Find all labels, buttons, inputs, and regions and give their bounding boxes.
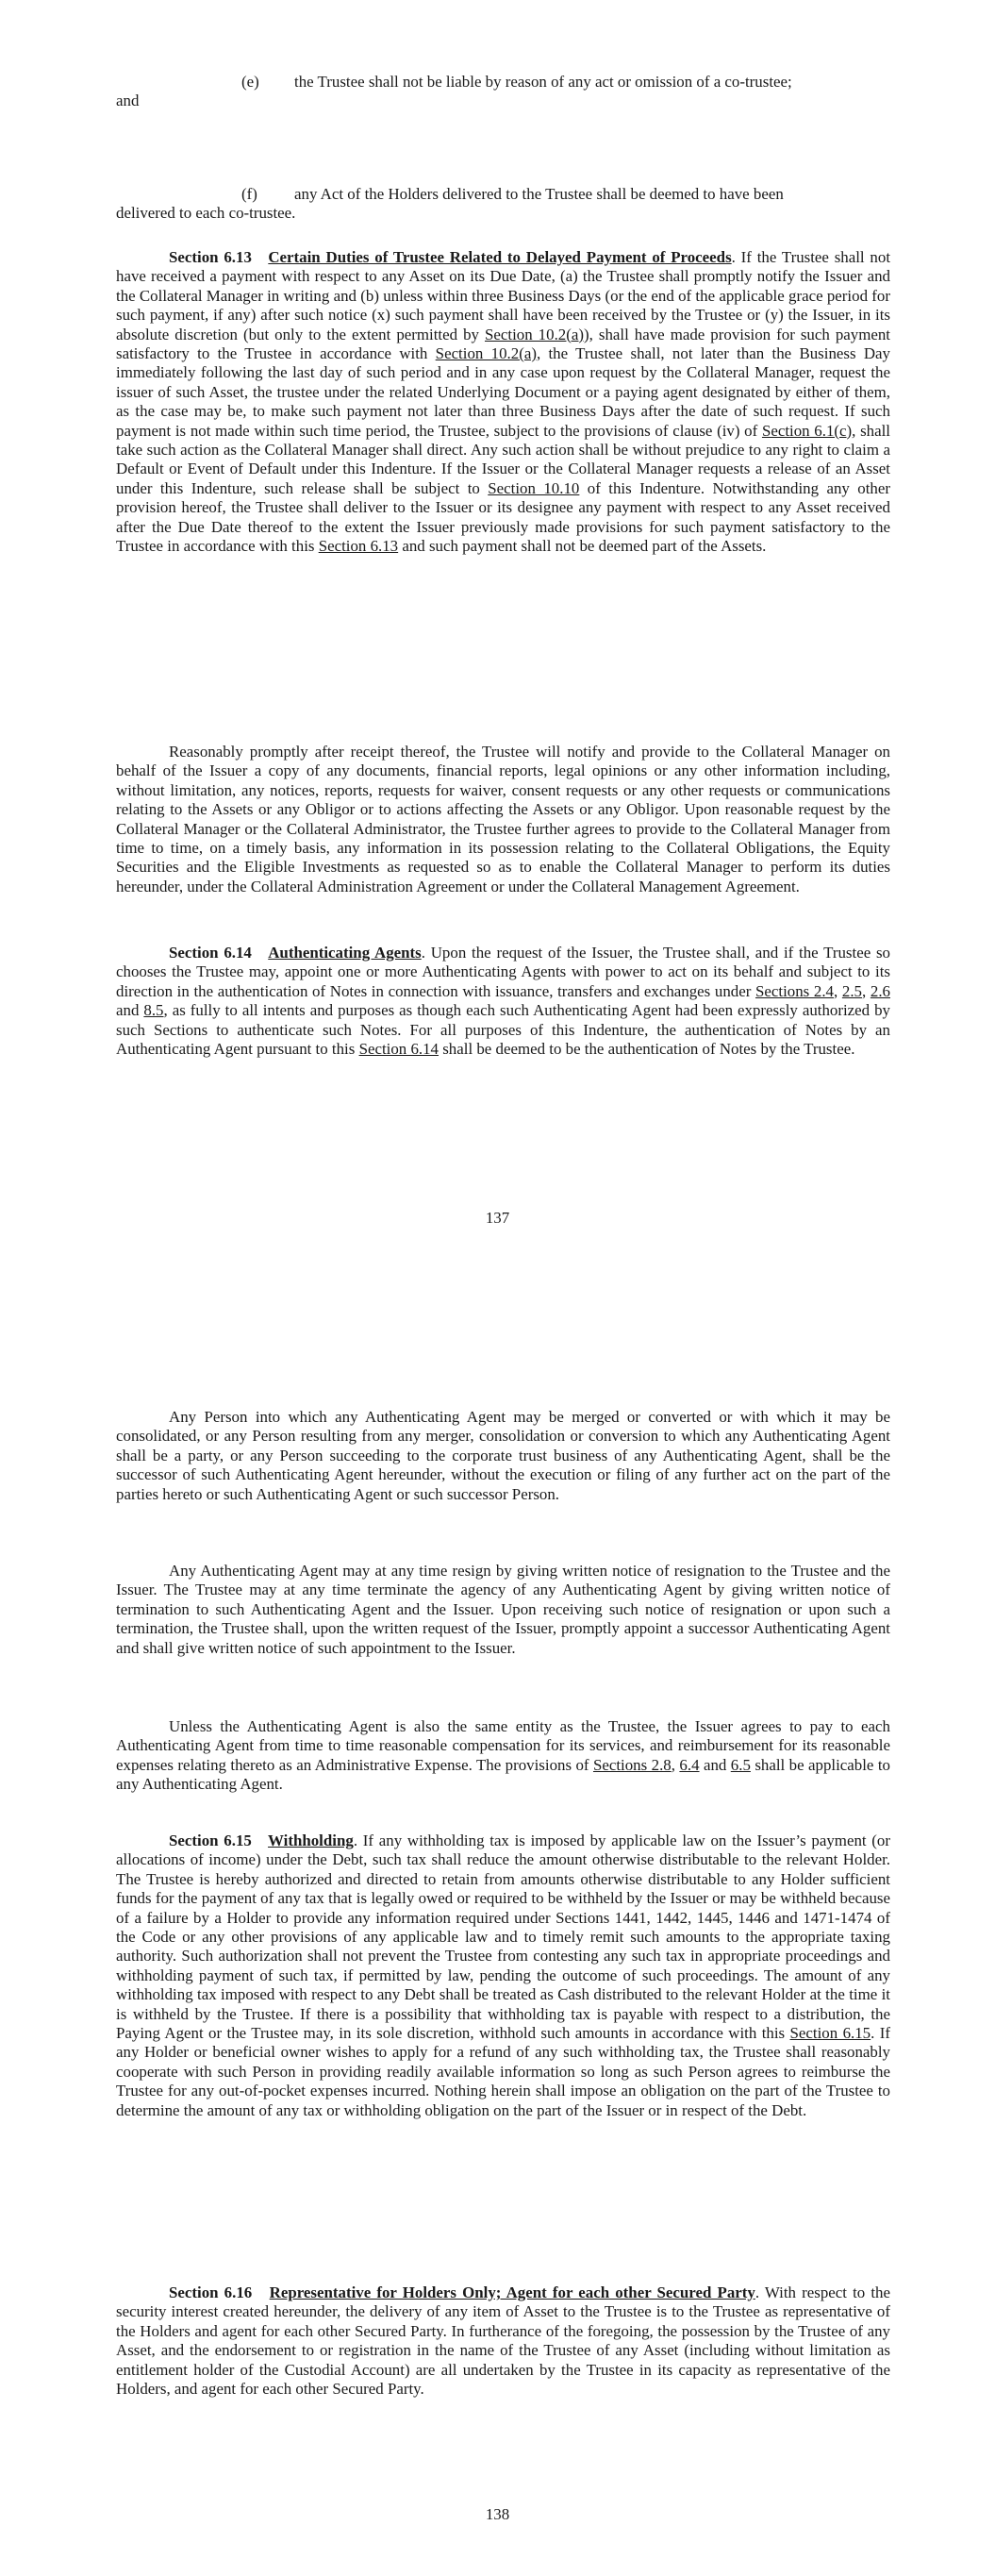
- page-number: 137: [485, 1209, 510, 1227]
- cross-reference: Section 10.10: [488, 478, 580, 497]
- body-text: . With respect to the security interest created hereunder, the delivery of any item of Asset to the Trustee is to the Trustee as representative of the Holders and agent for each other Secured Party. In furtherance of the foregoing, the possession by the Trustee of any Asset, and the endorsement to or registration in the name of the Trustee of any Asset (including without limitation as entitlement holder of the Custodial Account) are all undertaken by the Trustee in its capacity as representative of the Holders, and agent for each other Secured Party.: [116, 2283, 890, 2399]
- body-text: . If any Holder or beneficial owner wishes to apply for a refund of any such withholding tax, the Trustee shall reasonably cooperate with such Person in providing readily available information so long as such Person agrees to reimburse the Trustee for any out-of-pocket expenses incurred. Nothing herein shall impose an obligation on the part of the Trustee to determine the amount of any tax or withholding obligation on the part of the Issuer or in respect of the Debt.: [116, 2024, 891, 2119]
- cross-reference: 2.6: [870, 981, 890, 1000]
- section-heading: Representative for Holders Only; Agent for each other Secured Party: [269, 2283, 755, 2301]
- cross-reference: Sections 2.4: [755, 981, 834, 1000]
- list-item-text: the Trustee shall not be liable by reason of any act or omission of a co-trustee;: [294, 73, 792, 91]
- body-text: Reasonably promptly after receipt thereof, the Trustee will notify and provide to the Collateral Manager on behalf of the Issuer a copy of any documents, financial reports, legal opinions or any other information including, without limitation, any notices, reports, requests for waiver, consent requests or any other requests or communications relating to the Assets or any Obligor or to actions affecting the Assets or any Obligor. Upon reasonable request by the Collateral Manager or the Collateral Administrator, the Trustee further agrees to provide to the Collateral Manager from time to time, on a timely basis, any information in its possession relating to the Collateral Obligations, the Equity Securities and the Eligible Investments as requested so as to enable the Collateral Manager to perform its duties hereunder, under the Collateral Administration Agreement or under the Collateral Management Agreement.: [116, 743, 890, 895]
- body-text: shall be deemed to be the authentication of Notes by the Trustee.: [439, 1040, 855, 1059]
- merged-agent-paragraph: [116, 1408, 890, 1504]
- section-heading: Authenticating Agents: [268, 944, 422, 962]
- body-text: and: [116, 1001, 144, 1020]
- cross-reference: Section 6.13: [318, 537, 399, 556]
- cross-reference: 2.5: [841, 981, 862, 1000]
- page-138: [0, 1288, 995, 2576]
- body-text: of this Indenture. Notwithstanding any other provision hereof, the Trustee shall deliver to the Issuer or its designee any payment with respect to any Asset received after the Due Date thereof to the extent the Issuer previously made provisions for such payment satisfactory to the Trustee in accordance with this: [116, 478, 890, 556]
- body-text: ), shall have made provision for such payment satisfactory to the Trustee in accordance with: [116, 325, 890, 363]
- cross-reference: Section 6.14: [358, 1040, 439, 1059]
- body-text: and: [699, 1755, 731, 1774]
- body-text: . Upon the request of the Issuer, the Trustee shall, and if the Trustee so chooses the Trustee may, appoint one or more Authenticating Agents with power to act on its behalf and subject to its direction in the authentication of Notes in connection with issuance, transfers and exchanges under: [116, 944, 890, 1000]
- section-6-15-paragraph: [116, 1832, 890, 2120]
- page-number: 138: [485, 2505, 510, 2523]
- body-text: Any Person into which any Authenticating Agent may be merged or converted or with which it may be consolidated, or any Person resulting from any merger, consolidation or conversion to which any Authenticating Agent shall be a party, or any Person succeeding to the corporate trust business of any Authenticating Agent, shall be the successor of such Authenticating Agent hereunder, without the execution or filing of any further act on the part of the parties hereto or such Authenticating Agent or such successor Person.: [116, 1408, 890, 1503]
- compensation-paragraph: [116, 1717, 890, 1795]
- cross-reference: Sections 2.8: [592, 1755, 672, 1774]
- cross-reference: 6.4: [679, 1755, 700, 1774]
- body-text: , as fully to all intents and purposes as though each such Authenticating Agent had been expressly authorized by such Sections to authenticate such Notes. For all purposes of this Indenture, the authentication of Notes by an Authenticating Agent pursuant to this: [116, 1001, 890, 1059]
- cross-reference: 6.5: [730, 1755, 751, 1774]
- section-6-13-paragraph: [116, 248, 890, 557]
- body-text: ,: [834, 981, 842, 1000]
- cross-reference: Section 10.2(a): [485, 325, 584, 343]
- section-number: Section 6.13: [169, 248, 252, 266]
- list-marker: (f): [241, 185, 257, 203]
- list-item-e: [116, 73, 890, 111]
- section-heading: Withholding: [268, 1832, 354, 1849]
- body-text: ,: [862, 981, 871, 1000]
- section-number: Section 6.15: [169, 1832, 252, 1849]
- body-text: . If the Trustee shall not have received a payment with respect to any Asset on its Due Date, (a) the Trustee shall promptly notify the Issuer and the Collateral Manager in writing and (b) unless within three Business Days (or the end of the applicable grace period for such payment, if any) after such notice (x) such payment shall have been received by the Trustee or (y) the Issuer, in its absolute discretion (but only to the extent permitted by: [116, 248, 891, 343]
- list-item-f: [116, 185, 890, 224]
- section-6-14-paragraph: [116, 944, 890, 1059]
- cross-reference: Section 10.2(a): [435, 344, 537, 363]
- body-text: , the Trustee shall, not later than the Business Day immediately following the last day of such period and in any case upon request by the Collateral Manager, request the issuer of such Asset, the trustee under the related Underlying Document or a paying agent designated by either of them, as the case may be, to make such payment not later than three Business Days after the date of such request. If such payment is not made within such time period, the Trustee, subject to the provisions of clause (iv) of: [116, 344, 890, 440]
- reasonably-promptly-paragraph: [116, 743, 890, 896]
- cross-reference: 8.5: [143, 1001, 164, 1020]
- list-item-text: any Act of the Holders delivered to the Trustee shall be deemed to have been: [294, 185, 784, 203]
- body-text: shall be applicable to any Authenticating Agent.: [116, 1755, 890, 1794]
- body-text: and such payment shall not be deemed part of the Assets.: [398, 537, 767, 556]
- section-number: Section 6.16: [169, 2283, 253, 2301]
- list-item-continuation: and: [116, 92, 140, 110]
- body-text: Unless the Authenticating Agent is also the same entity as the Trustee, the Issuer agrees to pay to each Authenticating Agent from time to time reasonable compensation for its services, and reimbursement for its reasonable expenses relating thereto as an Administrative Expense. The provisions of: [116, 1717, 890, 1774]
- body-text: . If any withholding tax is imposed by applicable law on the Issuer’s payment (or allocations of income) under the Debt, such tax shall reduce the amount otherwise distributable to the relevant Holder. The Trustee is hereby authorized and directed to retain from amounts otherwise distributable to any Holder sufficient funds for the payment of any tax that is legally owed or required to be withheld by the Issuer or may be withheld because of a failure by a Holder to provide any information required under Sections 1441, 1442, 1445, 1446 and 1471-1474 of the Code or any other provisions of any applicable law and to timely remit such amounts to the appropriate taxing authority. Such authorization shall not prevent the Trustee from contesting any such tax in appropriate proceedings and withholding payment of such tax, if permitted by law, pending the outcome of such proceedings. The amount of any withholding tax imposed with respect to any Debt shall be treated as Cash distributed to the relevant Holder at the time it is withheld by the Trustee. If there is a possibility that withholding tax is payable with respect to a distribution, the Paying Agent or the Trustee may, in its sole discretion, withhold such amounts in accordance with this: [116, 1832, 891, 2043]
- list-item-continuation: delivered to each co-trustee.: [116, 204, 296, 223]
- body-text: , shall take such action as the Collateral Manager shall direct. Any such action shall be without prejudice to any right to claim a Default or Event of Default under this Indenture. If the Issuer or the Collateral Manager requests a release of an Asset under this Indenture, such release shall be subject to: [116, 421, 890, 497]
- cross-reference: Section 6.15: [789, 2024, 871, 2043]
- list-marker: (e): [241, 73, 259, 91]
- resignation-paragraph: [116, 1562, 890, 1658]
- section-heading: Certain Duties of Trustee Related to Delayed Payment of Proceeds: [268, 248, 732, 266]
- section-6-16-paragraph: [116, 2283, 890, 2399]
- section-number: Section 6.14: [169, 944, 252, 962]
- body-text: Any Authenticating Agent may at any time resign by giving written notice of resignation to the Trustee and the Issuer. The Trustee may at any time terminate the agency of any Authenticating Agent by giving written notice of termination to such Authenticating Agent and the Issuer. Upon receiving such notice of resignation or upon such a termination, the Trustee shall, upon the written request of the Issuer, promptly appoint a successor Authenticating Agent and shall give written notice of such appointment to the Issuer.: [116, 1562, 890, 1657]
- cross-reference: Section 6.1(c): [761, 421, 853, 440]
- body-text: ,: [671, 1755, 680, 1774]
